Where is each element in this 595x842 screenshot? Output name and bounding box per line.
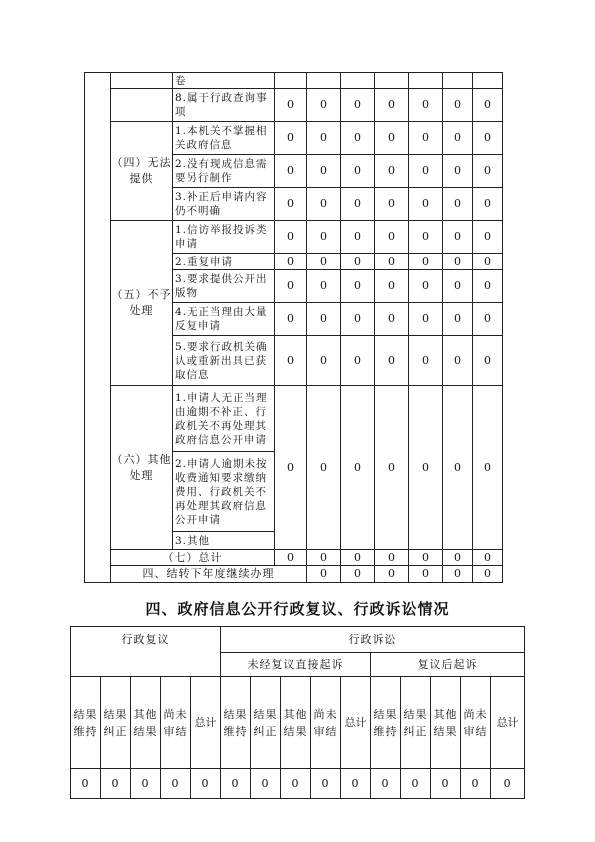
- value-cell: 0: [307, 303, 341, 336]
- total-label: （七）总计: [111, 550, 275, 566]
- col-correct: 结果纠正: [101, 677, 131, 769]
- value-cell: 0: [341, 155, 375, 188]
- value-cell: 0: [409, 566, 443, 583]
- value-cell: 0: [409, 303, 443, 336]
- col-other: 其他结果: [281, 677, 311, 769]
- outer-blank-cell: [85, 73, 111, 583]
- value-cell: 0: [341, 254, 375, 270]
- value-cell: 0: [275, 155, 307, 188]
- value-cell: 0: [443, 550, 473, 566]
- value-cell: 0: [275, 336, 307, 386]
- section-heading: 四、政府信息公开行政复议、行政诉讼情况: [145, 600, 450, 618]
- col-correct: 结果纠正: [251, 677, 281, 769]
- value-cell: 0: [275, 386, 307, 550]
- value-cell: 0: [311, 769, 341, 799]
- row-label: 3.要求提供公开出版物: [173, 270, 275, 303]
- blank-cell: [111, 89, 173, 122]
- row-label: 2.没有现成信息需要另行制作: [173, 155, 275, 188]
- value-cell: 0: [341, 336, 375, 386]
- value-cell: 0: [307, 566, 341, 583]
- value-cell: 0: [101, 769, 131, 799]
- table-row: [85, 73, 503, 89]
- value-cell: 0: [275, 550, 307, 566]
- value-cell: 0: [443, 188, 473, 221]
- value-cell: 0: [401, 769, 431, 799]
- value-cell: 0: [341, 303, 375, 336]
- review-litigation-table: [70, 626, 525, 799]
- admin-litigation-header: 行政诉讼: [221, 627, 525, 653]
- value-cell: 0: [375, 155, 409, 188]
- row-label: 2.重复申请: [173, 254, 275, 270]
- value-cell: 0: [443, 303, 473, 336]
- value-cell: 0: [307, 89, 341, 122]
- value-cell: 0: [461, 769, 491, 799]
- table-row: [85, 122, 503, 155]
- value-cell: 0: [307, 550, 341, 566]
- value-cell: 0: [307, 254, 341, 270]
- value-cell: 0: [473, 336, 503, 386]
- col-pending: 尚未审结: [311, 677, 341, 769]
- value-cell: 0: [307, 155, 341, 188]
- table-row: [85, 550, 503, 566]
- value-cell: 0: [131, 769, 161, 799]
- application-handling-table: [84, 72, 503, 583]
- value-cell: 0: [251, 769, 281, 799]
- value-cell: 0: [473, 254, 503, 270]
- value-cell: 0: [375, 303, 409, 336]
- value-cell: 0: [443, 89, 473, 122]
- row-label: 5.要求行政机关确认或重新出具已获取信息: [173, 336, 275, 386]
- col-correct: 结果纠正: [401, 677, 431, 769]
- value-cell: 0: [409, 254, 443, 270]
- value-cell: 0: [409, 188, 443, 221]
- value-cell: 0: [341, 188, 375, 221]
- value-cell: 0: [375, 550, 409, 566]
- col-maintain: 结果维持: [371, 677, 401, 769]
- direct-suit-header: 未经复议直接起诉: [221, 653, 371, 677]
- value-cell: 0: [375, 336, 409, 386]
- value-cell: 0: [275, 221, 307, 254]
- value-cell: 0: [371, 769, 401, 799]
- row-label-continuation: 卷: [173, 73, 275, 89]
- value-cell: 0: [341, 386, 375, 550]
- value-cell: 0: [375, 89, 409, 122]
- after-review-header: 复议后起诉: [371, 653, 525, 677]
- value-cell: 0: [341, 550, 375, 566]
- col-maintain: 结果维持: [71, 677, 101, 769]
- value-cell: 0: [341, 769, 371, 799]
- value-cell: 0: [375, 270, 409, 303]
- value-cell: 0: [375, 221, 409, 254]
- value-cell: 0: [473, 550, 503, 566]
- row-label: 8.属于行政查询事项: [173, 89, 275, 122]
- value-cell: 0: [473, 221, 503, 254]
- value-cell: 0: [409, 122, 443, 155]
- value-cell: 0: [409, 221, 443, 254]
- value-row: [71, 769, 525, 799]
- value-cell: 0: [275, 303, 307, 336]
- row-label: 1.本机关不掌握相关政府信息: [173, 122, 275, 155]
- row-label: 2.申请人逾期未按收费通知要求缴纳费用、行政机关不再处理其政府信息公开申请: [173, 452, 275, 532]
- row-label: 4.无正当理由大量反复申请: [173, 303, 275, 336]
- value-cell: 0: [191, 769, 221, 799]
- value-cell: 0: [409, 386, 443, 550]
- value-cell: 0: [473, 155, 503, 188]
- value-cell: 0: [431, 769, 461, 799]
- value-cell: 0: [375, 254, 409, 270]
- col-pending: 尚未审结: [161, 677, 191, 769]
- value-cell: 0: [443, 155, 473, 188]
- value-cell: 0: [275, 188, 307, 221]
- value-cell: 0: [341, 89, 375, 122]
- category-cell: （五）不予处理: [111, 221, 173, 386]
- row-label: 1.申请人无正当理由逾期不补正、行政机关不再处理其政府信息公开申请: [173, 386, 275, 452]
- category-cell: （四）无法提供: [111, 122, 173, 221]
- value-cell: 0: [375, 566, 409, 583]
- value-cell: 0: [221, 769, 251, 799]
- value-cell: 0: [443, 254, 473, 270]
- table-row: [85, 566, 503, 583]
- table-row: [85, 89, 503, 122]
- value-cell: 0: [473, 386, 503, 550]
- value-cell: 0: [443, 566, 473, 583]
- row-label: 1.信访举报投诉类申请: [173, 221, 275, 254]
- value-cell: 0: [443, 122, 473, 155]
- value-cell: 0: [341, 122, 375, 155]
- value-cell: 0: [307, 270, 341, 303]
- col-pending: 尚未审结: [461, 677, 491, 769]
- value-cell: 0: [71, 769, 101, 799]
- value-cell: 0: [443, 336, 473, 386]
- row-label: 3.补正后申请内容仍不明确: [173, 188, 275, 221]
- value-cell: 0: [307, 188, 341, 221]
- value-cell: 0: [473, 270, 503, 303]
- value-cell: 0: [443, 270, 473, 303]
- value-cell: 0: [491, 769, 525, 799]
- value-cell: 0: [341, 221, 375, 254]
- row-label: 3.其他: [173, 532, 275, 550]
- value-cell: 0: [341, 566, 375, 583]
- admin-review-header: 行政复议: [71, 627, 221, 677]
- category-cell: （六）其他处理: [111, 386, 173, 550]
- value-cell: 0: [275, 89, 307, 122]
- value-cell: 0: [473, 122, 503, 155]
- value-cell: 0: [307, 336, 341, 386]
- value-cell: 0: [307, 122, 341, 155]
- value-cell: 0: [307, 221, 341, 254]
- value-cell: 0: [281, 769, 311, 799]
- value-cell: 0: [375, 188, 409, 221]
- table-row: [85, 386, 503, 452]
- table-row: [85, 221, 503, 254]
- value-cell: 0: [473, 89, 503, 122]
- col-other: 其他结果: [431, 677, 461, 769]
- col-total: 总计: [491, 677, 525, 769]
- col-other: 其他结果: [131, 677, 161, 769]
- value-cell: 0: [473, 303, 503, 336]
- value-cell: 0: [443, 386, 473, 550]
- value-cell: 0: [409, 270, 443, 303]
- value-cell: 0: [307, 386, 341, 550]
- col-maintain: 结果维持: [221, 677, 251, 769]
- value-cell: 0: [275, 270, 307, 303]
- value-cell: 0: [409, 89, 443, 122]
- value-cell: 0: [473, 188, 503, 221]
- carry-over-label: 四、结转下年度继续办理: [111, 566, 307, 583]
- header-row: [71, 627, 525, 653]
- value-cell: 0: [409, 155, 443, 188]
- value-cell: 0: [443, 221, 473, 254]
- value-cell: 0: [375, 386, 409, 550]
- value-cell: 0: [409, 550, 443, 566]
- col-total: 总计: [191, 677, 221, 769]
- column-header-row: [71, 677, 525, 769]
- value-cell: 0: [161, 769, 191, 799]
- value-cell: 0: [275, 122, 307, 155]
- col-total: 总计: [341, 677, 371, 769]
- value-cell: 0: [275, 254, 307, 270]
- value-cell: 0: [341, 270, 375, 303]
- value-cell: 0: [409, 336, 443, 386]
- value-cell: 0: [473, 566, 503, 583]
- blank-cell: [111, 73, 173, 89]
- value-cell: 0: [375, 122, 409, 155]
